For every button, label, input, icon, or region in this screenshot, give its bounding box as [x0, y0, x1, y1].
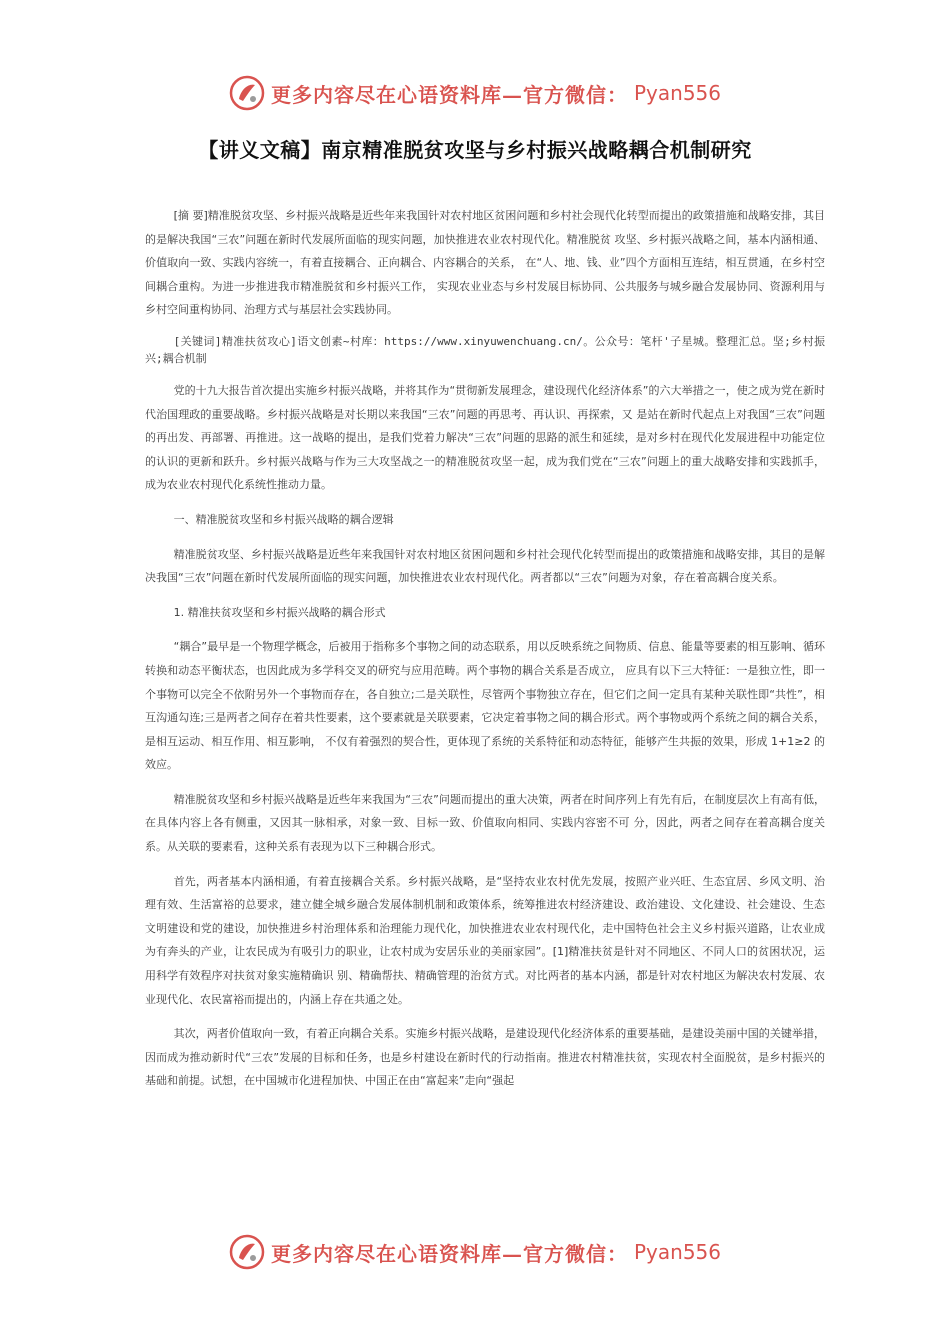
logo-icon: [229, 1234, 265, 1270]
abstract: [摘 要]精准脱贫攻坚、乡村振兴战略是近些年来我国针对农村地区贫困问题和乡村社会现代化转型而提出的政策措施和战略安排，其目的是解决我国“三农”问题在新时代发展所面临的现实问题，加快推进农业农村现代化。精准脱贫 攻坚、乡村振兴战略之间，基本内涵相通、价值取向一致、实践内容统一，有着直接耦合、正向耦合、内容耦合的关系， 在“人、地、钱、业”四个方面相互连结，相互贯通，在乡村空间耦合重构。为进一步推进我市精准脱贫和乡村振兴工作， 实现农业业态与乡村发展目标协同、公共服务与城乡融合发展协同、资源利用与乡村空间重构协同、治理方式与基层社会实践协同。: [145, 209, 825, 317]
paragraph: 精准脱贫攻坚、乡村振兴战略是近些年来我国针对农村地区贫困问题和乡村社会现代化转型而提出的政策措施和战略安排，其目的是解决我国“三农”问题在新时代发展所面临的现实问题，加快推进农业农村现代化。两者都以“三农”问题为对象，存在着高耦合度关系。: [145, 547, 825, 585]
paragraph: 党的十九大报告首次提出实施乡村振兴战略，并将其作为“贯彻新发展理念，建设现代化经济体系”的六大举措之一，使之成为党在新时代治国理政的重要战略。乡村振兴战略是对长期以来我国“三农”问题的再思考、再认识、再探索，又 是站在新时代起点上对我国“三农”问题的再出发、再部署、再推进。这一战略的提出，是我们党着力解决“三农”问题的思路的派生和延续，是对乡村在现代化发展进程中功能定位的认识的更新和跃升。乡村振兴战略与作为三大攻坚战之一的精准脱贫攻坚一起，成为我们党在“三农”问题上的重大战略安排和实践抓手，成为农业农村现代化系统性推动力量。: [145, 383, 825, 492]
page-title: 【讲义文稿】南京精准脱贫攻坚与乡村振兴战略耦合机制研究: [198, 138, 752, 162]
keywords: [关键词]精准扶贫攻心]语文创素~村库：https://www.xinyuwenchuang.cn/。公众号：笔杆'子星城。整理汇总。坚;乡村振兴;耦合机制: [145, 334, 825, 365]
paragraph: 首先，两者基本内涵相通，有着直接耦合关系。乡村振兴战略，是“坚持农业农村优先发展，按照产业兴旺、生态宜居、乡风文明、治理有效、生活富裕的总要求，建立健全城乡融合发展体制机制和政策体系，统筹推进农村经济建设、政治建设、文化建设、社会建设、生态文明建设和党的建设，加快推进乡村治理体系和治理能力现代化，加快推进农业农村现代化，走中国特色社会主义乡村振兴道路，让农业成为有奔头的产业，让农民成为有吸引力的职业，让农村成为安居乐业的美丽家园”。[1]精准扶贫是针对不同地区、不同人口的贫困状况，运用科学有效程序对扶贫对象实施精确识 别、精确帮扶、精确管理的治贫方式。对比两者的基本内涵，都是针对农村地区为解决农村发展、农业现代化、农民富裕而提出的，内涵上存在共通之处。: [145, 874, 825, 1006]
banner-account: Pyan556: [633, 81, 721, 105]
article-body: [145, 204, 825, 1104]
footer-banner: [0, 1232, 950, 1272]
banner-text: 更多内容尽在心语资料库—官方微信：: [270, 1241, 628, 1266]
paragraph: “耦合”最早是一个物理学概念，后被用于指称多个事物之间的动态联系，用以反映系统之间物质、信息、能量等要素的相互影响、循环转换和动态平衡状态，也因此成为多学科交叉的研究与应用范畴。两个事物的耦合关系是否成立， 应具有以下三大特征：一是独立性，即一个事物可以完全不依附另外一个事物而存在，各自独立;二是关联性，尽管两个事物独立存在，但它们之间一定具有某种关联性即“共性”，相互沟通勾连;三是两者之间存在着共性要素，这个要素就是关联要素，它决定着事物之间的耦合形式。两个事物或两个系统之间的耦合关系，是相互运动、相互作用、相互影响， 不仅有着强烈的契合性，更体现了系统的关系特征和动态特征，能够产生共振的效果，形成 1+1≥2 的效应。: [145, 640, 825, 772]
section-heading: 一、精准脱贫攻坚和乡村振兴战略的耦合逻辑: [173, 512, 394, 526]
paragraph: 其次，两者价值取向一致，有着正向耦合关系。实施乡村振兴战略，是建设现代化经济体系的重要基础，是建设美丽中国的关键举措，因而成为推动新时代“三农”发展的目标和任务，也是乡村建设在新时代的行动指南。推进农村精准扶贫，实现农村全面脱贫，是乡村振兴的基础和前提。试想，在中国城市化进程加快、中国正在由“富起来”走向“强起: [145, 1027, 825, 1088]
banner-text: 更多内容尽在心语资料库—官方微信：: [270, 82, 628, 107]
header-banner: [0, 73, 950, 113]
paragraph: 精准脱贫攻坚和乡村振兴战略是近些年来我国为“三农”问题而提出的重大决策，两者在时间序列上有先有后，在制度层次上有高有低，在具体内容上各有侧重，又因其一脉相承，对象一致、目标一致、价值取向相同、实践内容密不可 分，因此，两者之间存在着高耦合度关系。从关联的要素看，这种关系有表现为以下三种耦合形式。: [145, 792, 825, 854]
logo-icon: [229, 75, 265, 111]
banner-account: Pyan556: [633, 1240, 721, 1264]
subsection-heading: 1. 精准扶贫攻坚和乡村振兴战略的耦合形式: [173, 605, 386, 619]
